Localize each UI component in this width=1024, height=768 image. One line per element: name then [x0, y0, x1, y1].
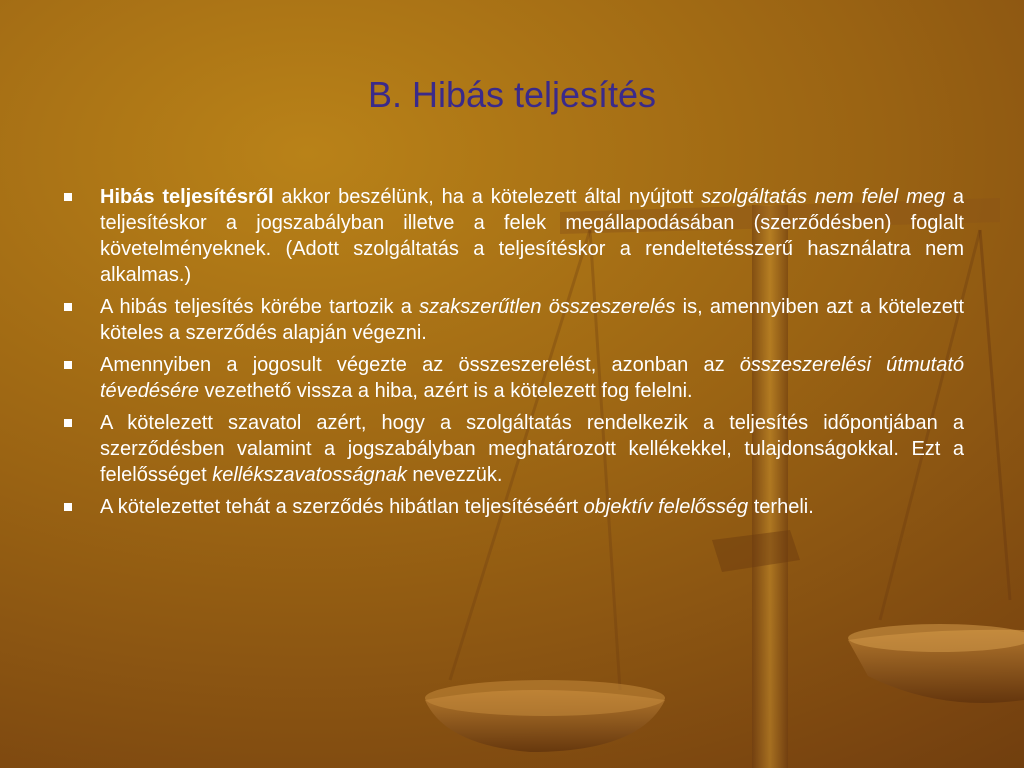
- bullet-text-segment: A kötelezettet tehát a szerződés hibátlan teljesítéséért: [100, 496, 584, 518]
- bullet-text-segment: is, amennyiben azt a kötelezett köteles a szerződés alapján végezni.: [100, 296, 965, 344]
- bullet-text-segment: Hibás teljesítésről: [100, 186, 274, 208]
- bullet-list: [64, 184, 964, 526]
- bullet-text-segment: akkor beszélünk, ha a kötelezett által nyújtott: [273, 186, 702, 208]
- square-bullet-icon: [64, 503, 72, 511]
- bullet-text-segment: szakszerűtlen összeszerelés: [419, 296, 676, 318]
- bullet-item: [64, 294, 964, 346]
- bullet-item: [64, 494, 964, 520]
- bullet-text-segment: A kötelezett szavatol azért, hogy a szolgáltatás rendelkezik a teljesítés időpontjában a szerződésben valamint a jogszabályban meghatározott kellékekkel, tulajdonságokkal. Ezt a felelősséget: [100, 412, 964, 486]
- bullet-text-segment: objektív felelősség: [583, 496, 749, 518]
- bullet-text-segment: kellékszavatosságnak: [212, 464, 407, 486]
- bullet-text-segment: szolgáltatás nem felel meg: [701, 186, 945, 208]
- slide-title: B. Hibás teljesítés: [367, 74, 657, 115]
- square-bullet-icon: [64, 193, 72, 201]
- square-bullet-icon: [64, 419, 72, 427]
- bullet-item: [64, 352, 964, 404]
- bullet-text-segment: nevezzük.: [406, 464, 503, 486]
- bullet-text-segment: vezethető vissza a hiba, azért is a kötelezett fog felelni.: [198, 380, 693, 402]
- bullet-text-segment: összeszerelési útmutató tévedésére: [100, 354, 964, 402]
- square-bullet-icon: [64, 303, 72, 311]
- bullet-text-segment: A hibás teljesítés körébe tartozik a: [100, 296, 420, 318]
- bullet-text-segment: a teljesítéskor a jogszabályban illetve a felek megállapodásában (szerződésben) foglalt követelményeknek. (Adott szolgáltatás a teljesítéskor a rendeltetésszerű használatra nem alkalmas.): [100, 186, 965, 286]
- square-bullet-icon: [64, 361, 72, 369]
- bullet-item: [64, 184, 964, 288]
- bullet-text-segment: Amennyiben a jogosult végezte az összeszerelést, azonban az: [100, 354, 740, 376]
- bullet-text-segment: terheli.: [748, 496, 814, 518]
- bullet-item: [64, 410, 964, 488]
